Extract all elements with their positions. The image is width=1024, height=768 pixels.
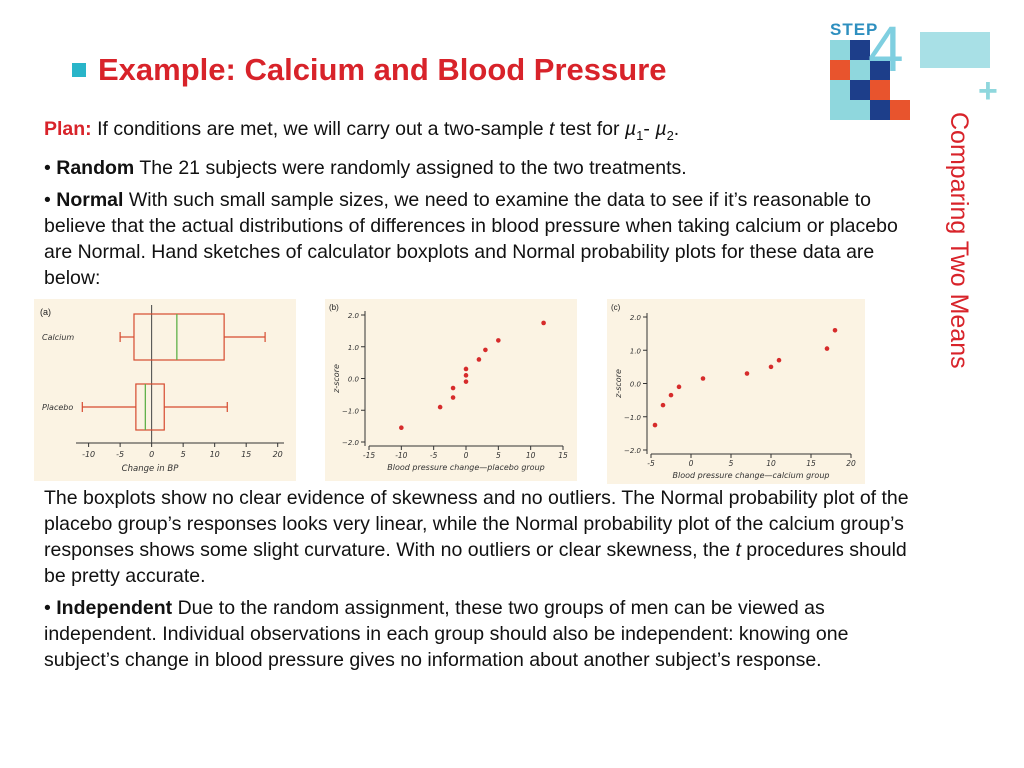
y-tick-label: 1.0 [629,347,641,356]
top-text-block [44,116,924,297]
normal-label: Normal [56,188,124,211]
data-point [745,371,750,376]
plan-text-2: test for [554,118,625,140]
logo-bar [920,32,990,68]
boxplot-svg [34,299,296,481]
x-tick-label: 10 [209,450,220,459]
y-tick-label: −1.0 [624,413,641,422]
data-point [669,393,674,398]
x-tick-label: -5 [429,451,438,460]
independent-paragraph [44,595,924,673]
box [134,314,224,360]
y-tick-label: 0.0 [629,380,641,389]
independent-text: Due to the random assignment, these two groups of men can be viewed as independent. Individual observations in each group should also be independent: knowing one subject’s change in blood pressure gives no information about another subject’s response. [44,597,849,671]
x-tick-label: 0 [688,459,694,468]
x-axis-label: Change in BP [121,464,179,474]
x-tick-label: -10 [82,450,96,459]
x-tick-label: -5 [116,450,125,459]
box-label: Placebo [42,403,74,412]
conclusion-text-2: procedures should be pretty accurate. [44,539,907,587]
y-tick-label: −1.0 [342,407,359,416]
x-tick-label: 0 [149,450,155,459]
data-point [777,358,782,363]
data-point [833,328,838,333]
mu-sub-2: 2 [666,127,674,143]
plan-paragraph [44,116,924,149]
panel-label: (b) [329,303,339,312]
plan-t: t [549,118,555,140]
logo-plus-icon: + [978,72,998,110]
panel-label: (c) [611,303,621,312]
normal-paragraph [44,187,924,291]
y-axis-label: z-score [332,364,341,393]
data-point [483,348,488,353]
plan-label: Plan: [44,118,92,140]
data-point [464,367,469,372]
y-tick-label: 0.0 [347,375,359,384]
normal-text: With such small sample sizes, we need to examine the data to see if it’s reasonable to believe that the actual distributions of differences in blood pressure when taking calcium or placebo are Normal. Hand sketches of calculator boxplots and Normal probability plots for these data are below: [44,188,898,289]
x-tick-label: 20 [846,459,856,468]
title-row [72,52,667,88]
x-tick-label: 5 [728,459,734,468]
data-point [464,373,469,378]
calcium-probability-plot-svg [607,299,865,484]
mu-2: µ [655,118,667,140]
bullet: • [44,156,57,179]
data-point [769,365,774,370]
x-tick-label: 10 [766,459,776,468]
plan-text: If conditions are met, we will carry out a two-sample [91,118,550,140]
x-tick-label: 0 [463,451,469,460]
mu-1: µ [624,118,637,140]
data-point [701,376,706,381]
x-tick-label: -15 [362,451,376,460]
logo-step-text: STEP [830,20,879,39]
placebo-probability-plot-svg [325,299,577,481]
plan-minus: - [643,118,656,140]
data-point [477,357,482,362]
data-point [661,403,666,408]
data-point [653,423,658,428]
data-point [541,321,546,326]
y-tick-label: 2.0 [629,314,641,322]
x-tick-label: -5 [647,459,655,468]
y-tick-label: −2.0 [624,447,641,455]
random-text: The 21 subjects were randomly assigned to the two treatments. [134,156,687,179]
x-tick-label: 5 [180,450,186,459]
bullet: • [44,188,57,211]
y-tick-label: 1.0 [347,343,359,352]
step-logo [830,13,1000,118]
data-point [825,346,830,351]
x-tick-label: -10 [395,451,408,460]
y-axis-label: z-score [614,369,623,398]
bottom-text-block [44,485,924,679]
data-point [496,338,501,343]
conclusion-t: t [735,539,741,561]
x-tick-label: 20 [272,450,283,459]
x-tick-label: 15 [806,459,816,468]
random-paragraph [44,155,924,181]
panel-label: (a) [40,307,51,317]
plan-end: . [673,118,680,140]
x-tick-label: 15 [241,450,252,459]
mu-sub-1: 1 [636,127,644,143]
conclusion-paragraph [44,485,924,589]
title-bullet-icon [72,63,86,77]
slide-title: Example: Calcium and Blood Pressure [98,52,667,87]
placebo-probability-plot-panel [325,299,577,481]
data-point [399,425,404,430]
data-point [464,379,469,384]
box-label: Calcium [42,333,75,342]
boxplot-panel [34,299,296,481]
x-tick-label: 15 [558,451,568,460]
bullet: • [44,597,57,619]
x-axis-label: Blood pressure change—placebo group [387,463,545,472]
independent-label: Independent [56,597,173,619]
y-tick-label: 2.0 [347,312,359,320]
data-point [451,395,456,400]
x-axis-label: Blood pressure change—calcium group [672,471,830,480]
data-point [677,385,682,390]
calcium-probability-plot-panel [607,299,865,484]
random-label: Random [56,156,135,179]
x-tick-label: 10 [525,451,536,460]
data-point [438,405,443,410]
conclusion-text: The boxplots show no clear evidence of skewness and no outliers. The Normal probability plot of the placebo group’s responses looks very linear, while the Normal probability plot of the calcium group’s responses shows some slight curvature. With no outliers or clear skewness, the [44,487,909,561]
box [136,384,164,430]
y-tick-label: −2.0 [342,439,359,447]
x-tick-label: 5 [495,451,501,460]
side-section-label: Comparing Two Means [945,112,973,369]
logo-number: 4 [868,13,904,85]
data-point [451,386,456,391]
